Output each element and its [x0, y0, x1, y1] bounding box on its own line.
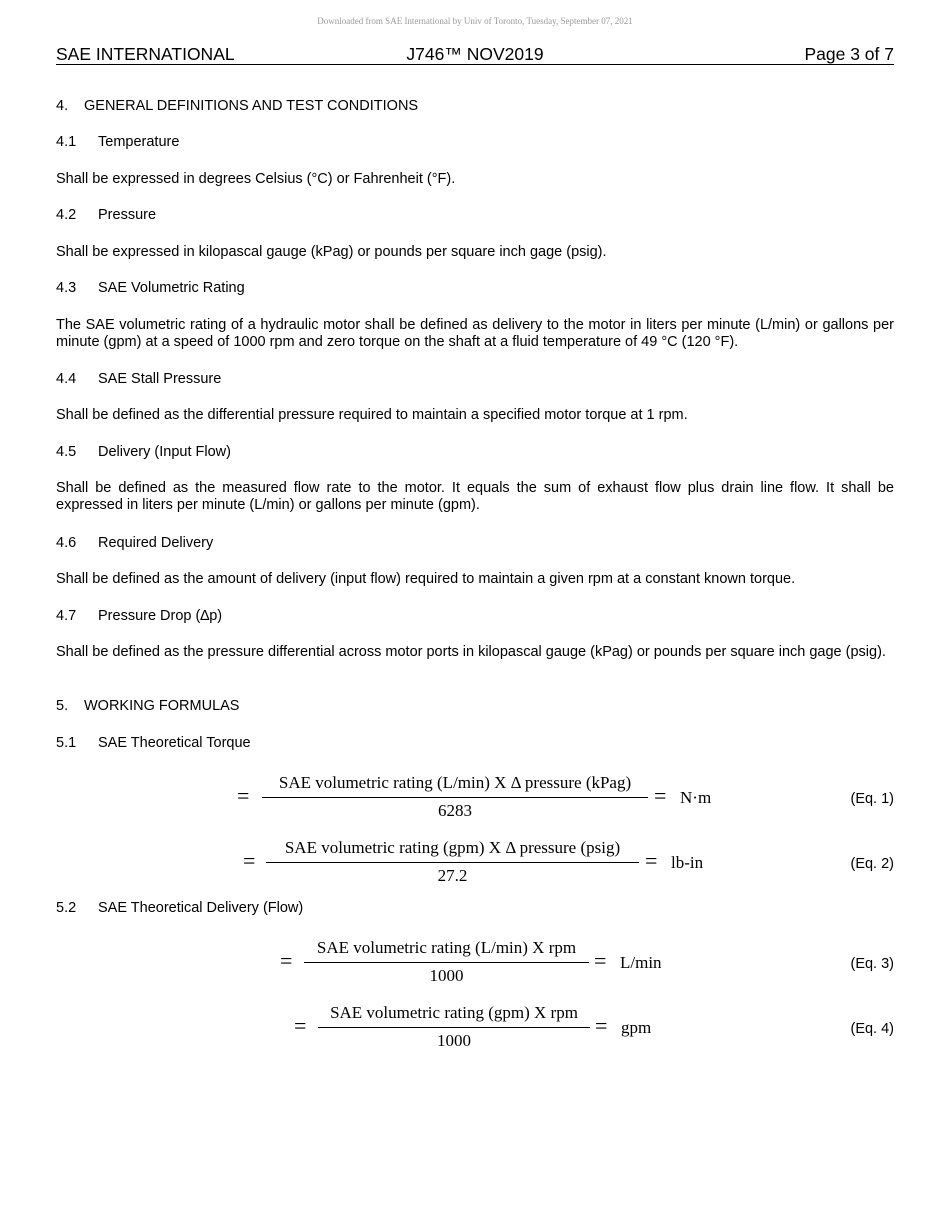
subsection-4-5-heading: [56, 444, 231, 461]
subsection-number: 4.4: [56, 371, 77, 387]
equation-label: (Eq. 4): [850, 1021, 894, 1037]
equation-numerator: SAE volumetric rating (gpm) X rpm: [318, 1003, 590, 1028]
subsection-number: 4.1: [56, 134, 77, 150]
equation-denominator: 6283: [438, 801, 472, 820]
section-5-heading: [56, 698, 239, 715]
subsection-4-1-body: Shall be expressed in degrees Celsius (°C) or Fahrenheit (°F).: [56, 171, 456, 187]
equation-numerator: SAE volumetric rating (gpm) X Δ pressure (psig): [266, 838, 639, 863]
equals-sign: =: [594, 948, 607, 973]
subsection-number: 5.1: [56, 735, 77, 751]
equation-unit: lb-in: [671, 853, 704, 872]
equals-sign: =: [243, 848, 256, 873]
subsection-title: SAE Stall Pressure: [98, 371, 222, 387]
equation-unit: gpm: [621, 1018, 652, 1037]
section-title: GENERAL DEFINITIONS AND TEST CONDITIONS: [84, 98, 419, 114]
equation-fraction: [318, 1003, 590, 1051]
header-page-number: Page 3 of 7: [804, 44, 894, 64]
subsection-4-1-heading: [56, 134, 179, 151]
subsection-4-6-body: Shall be defined as the amount of delivery (input flow) required to maintain a given rpm at a constant known torque.: [56, 571, 796, 587]
subsection-4-3-heading: [56, 280, 245, 297]
page-header: [56, 44, 894, 65]
section-number: 4.: [56, 98, 69, 114]
subsection-title: Pressure: [98, 207, 157, 223]
subsection-5-2-heading: [56, 900, 303, 917]
subsection-number: 4.2: [56, 207, 77, 223]
subsection-title: Temperature: [98, 134, 180, 150]
subsection-title: SAE Theoretical Torque: [98, 735, 251, 751]
subsection-4-7-body: Shall be defined as the pressure differential across motor ports in kilopascal gauge (kPag) or pounds per square inch gage (psig).: [56, 644, 886, 660]
section-number: 5.: [56, 698, 69, 714]
equation-fraction: [304, 938, 589, 986]
equation-denominator: 1000: [429, 966, 464, 985]
equation-unit: L/min: [620, 953, 662, 972]
equation-fraction: [262, 773, 648, 821]
equation-numerator: SAE volumetric rating (L/min) X rpm: [304, 938, 589, 963]
subsection-4-4-body: Shall be defined as the differential pressure required to maintain a specified motor torque at 1 rpm.: [56, 407, 688, 423]
equals-sign: =: [595, 1013, 608, 1038]
header-document-id: J746™ NOV2019: [406, 44, 544, 64]
equals-sign: =: [237, 783, 250, 808]
download-watermark: Downloaded from SAE International by Univ of Toronto, Tuesday, September 07, 2021: [317, 16, 633, 26]
equals-sign: =: [280, 948, 293, 973]
subsection-title: Delivery (Input Flow): [98, 444, 231, 460]
section-title: WORKING FORMULAS: [84, 698, 240, 714]
subsection-4-5-body: Shall be defined as the measured flow rate to the motor. It equals the sum of exhaust flow plus drain line flow. It shall be expressed in liters per minute (L/min) or gallons per minute (gpm).: [56, 480, 894, 513]
subsection-title: SAE Volumetric Rating: [98, 280, 245, 296]
subsection-number: 4.5: [56, 444, 77, 460]
subsection-4-2-body: Shall be expressed in kilopascal gauge (kPag) or pounds per square inch gage (psig).: [56, 244, 607, 260]
equation-label: (Eq. 2): [850, 856, 894, 872]
subsection-number: 4.3: [56, 280, 77, 296]
subsection-number: 4.6: [56, 535, 77, 551]
equals-sign: =: [654, 783, 667, 808]
equation-denominator: 27.2: [437, 866, 468, 885]
equation-label: (Eq. 3): [850, 956, 894, 972]
subsection-4-2-heading: [56, 207, 156, 224]
equation-unit: N·m: [680, 788, 712, 807]
subsection-title: SAE Theoretical Delivery (Flow): [98, 900, 304, 916]
subsection-title: Pressure Drop (∆p): [98, 608, 223, 624]
header-publisher: SAE INTERNATIONAL: [56, 44, 235, 64]
equals-sign: =: [294, 1013, 307, 1038]
subsection-4-4-heading: [56, 371, 221, 388]
subsection-5-1-heading: [56, 735, 251, 752]
subsection-number: 4.7: [56, 608, 77, 624]
subsection-4-7-heading: [56, 608, 222, 625]
equation-label: (Eq. 1): [850, 791, 894, 807]
equals-sign: =: [645, 848, 658, 873]
section-4-heading: [56, 98, 418, 115]
subsection-4-3-body: The SAE volumetric rating of a hydraulic motor shall be defined as delivery to the motor in liters per minute (L/min) or gallons per minute (gpm) at a speed of 1000 rpm and zero torque on the shaft at a fluid temperature of 49 °C (120 °F).: [56, 317, 894, 350]
equation-fraction: [266, 838, 639, 886]
subsection-number: 5.2: [56, 900, 77, 916]
subsection-title: Required Delivery: [98, 535, 214, 551]
subsection-4-6-heading: [56, 535, 213, 552]
equation-numerator: SAE volumetric rating (L/min) X Δ pressure (kPag): [262, 773, 648, 798]
equation-denominator: 1000: [437, 1031, 471, 1050]
